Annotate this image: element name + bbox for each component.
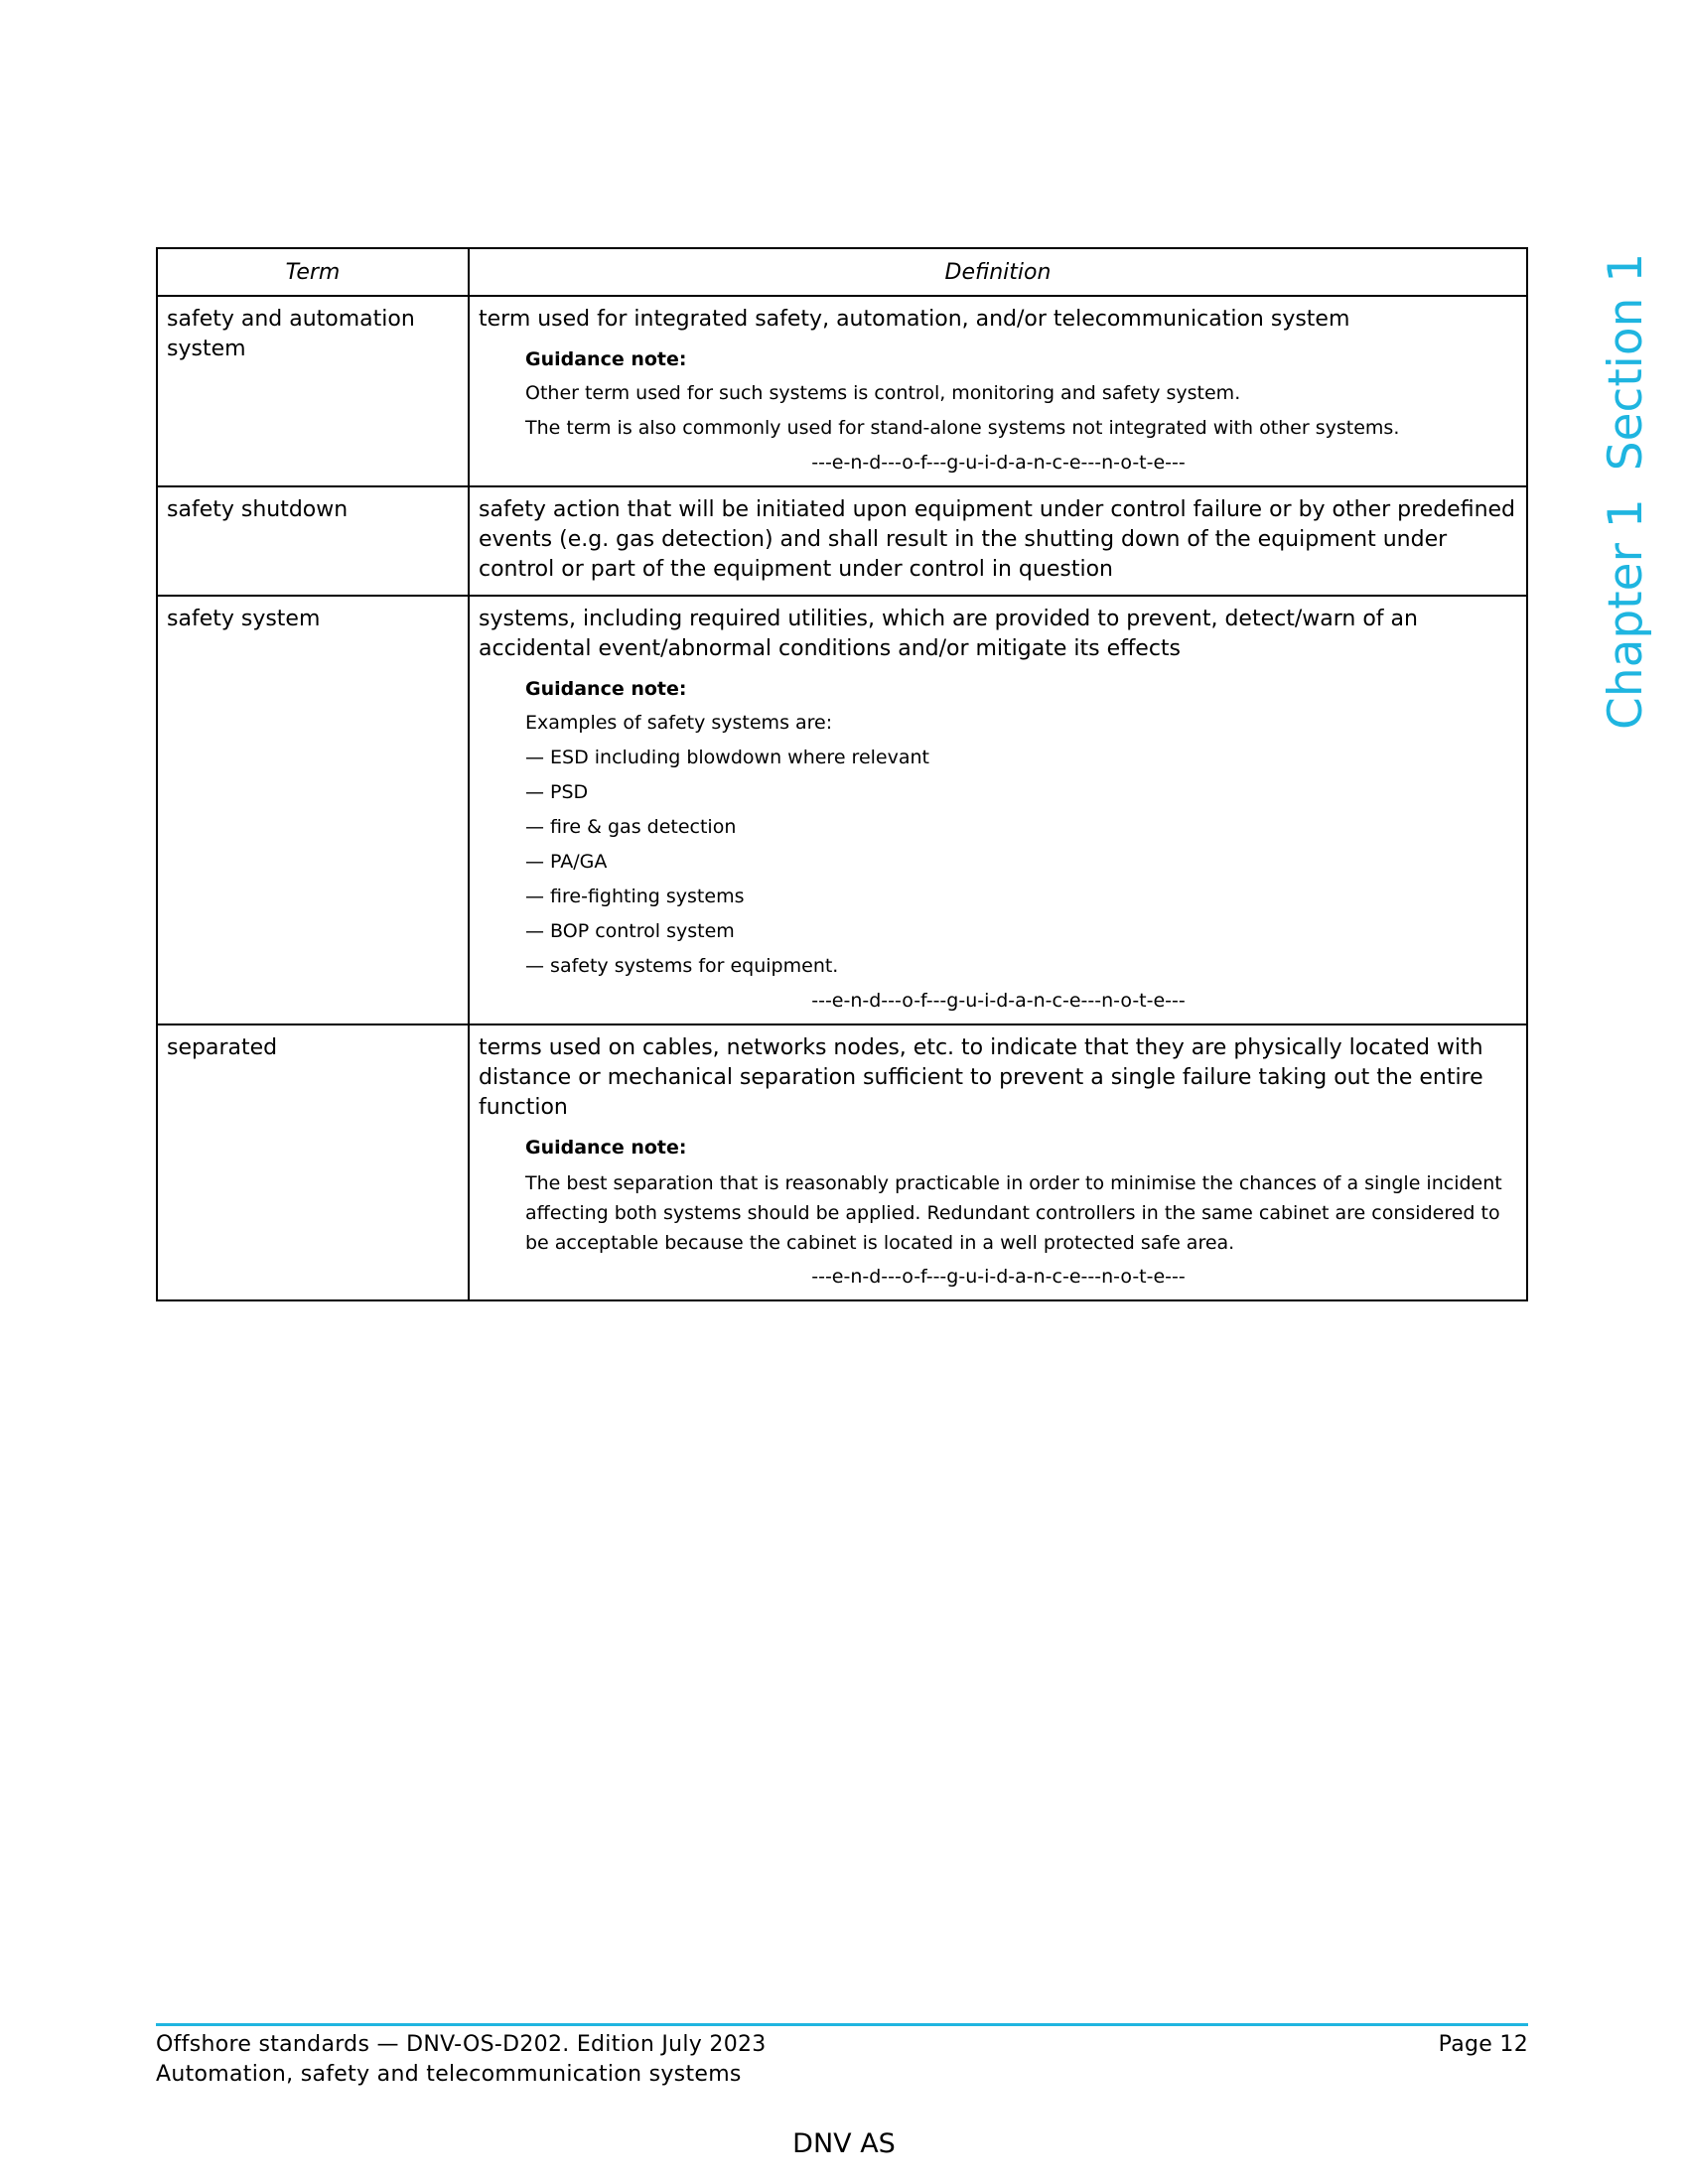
publisher-name: DNV AS [792, 2128, 896, 2159]
guidance-list-item: — safety systems for equipment. [525, 955, 839, 977]
table-row [157, 296, 1527, 486]
guidance-note-end-marker: ---e-n-d---o-f---g-u-i-d-a-n-c-e---n-o-t-e--- [811, 452, 1186, 474]
guidance-list-item: — ESD including blowdown where relevant [525, 747, 929, 768]
definition-column-header: Definition [469, 248, 1527, 296]
guidance-note-line: Examples of safety systems are: [525, 712, 833, 734]
definition-text: terms used on cables, networks nodes, etc. to indicate that they are physically located with distance or mechanical separation sufficient to prevent a single failure taking out the entire function [479, 1035, 1483, 1120]
definition-text: systems, including required utilities, which are provided to prevent, detect/warn of an accidental event/abnormal conditions and/or mitigate its effects [479, 607, 1418, 661]
definition-text: term used for integrated safety, automation, and/or telecommunication system [479, 307, 1350, 332]
definitions-table [156, 247, 1528, 1301]
guidance-note-line: The term is also commonly used for stand-alone systems not integrated with other systems. [525, 417, 1400, 439]
chapter-label: Chapter 1 [1599, 498, 1653, 730]
guidance-note-line: The best separation that is reasonably practicable in order to minimise the chances of a single incident affecting both systems should be applied. Redundant controllers in the same cabinet are considered to be acceptable because the cabinet is located in a well protected safe area. [525, 1172, 1502, 1254]
term-cell: safety shutdown [157, 486, 469, 596]
definition-cell [469, 596, 1527, 1024]
footer-document-info [156, 2030, 767, 2090]
guidance-note-end-marker: ---e-n-d---o-f---g-u-i-d-a-n-c-e---n-o-t-e--- [811, 990, 1186, 1012]
guidance-list-item: — PSD [525, 781, 589, 803]
footer-document-subtitle: Automation, safety and telecommunication systems [156, 2062, 742, 2087]
guidance-note [525, 346, 1518, 476]
footer-standard-title: Offshore standards — DNV-OS-D202. Edition July 2023 [156, 2032, 767, 2057]
term-column-header: Term [157, 248, 469, 296]
guidance-note-title: Guidance note: [525, 678, 687, 700]
page-number: Page 12 [1438, 2032, 1528, 2057]
section-label: Section 1 [1599, 252, 1653, 472]
footer-divider [156, 2023, 1528, 2026]
definition-cell [469, 486, 1527, 596]
table-header-row [157, 248, 1527, 296]
guidance-list-item: — fire-fighting systems [525, 886, 745, 907]
table-row [157, 1024, 1527, 1300]
guidance-note [525, 1135, 1518, 1290]
term-cell: separated [157, 1024, 469, 1300]
term-cell: safety system [157, 596, 469, 1024]
guidance-list-item: — PA/GA [525, 851, 608, 873]
definition-cell [469, 1024, 1527, 1300]
guidance-list-item: — BOP control system [525, 920, 735, 942]
guidance-list-item: — fire & gas detection [525, 816, 737, 838]
definition-text: safety action that will be initiated upon equipment under control failure or by other predefined events (e.g. gas detection) and shall result in the shutting down of the equipment under control or part of the equipment under control in question [479, 497, 1516, 582]
guidance-note-title: Guidance note: [525, 348, 687, 370]
definition-cell [469, 296, 1527, 486]
table-row [157, 486, 1527, 596]
term-cell: safety and automation system [157, 296, 469, 486]
guidance-note-line: Other term used for such systems is control, monitoring and safety system. [525, 382, 1241, 404]
guidance-note-end-marker: ---e-n-d---o-f---g-u-i-d-a-n-c-e---n-o-t-e--- [811, 1266, 1186, 1288]
guidance-note-title: Guidance note: [525, 1137, 687, 1159]
table-row [157, 596, 1527, 1024]
guidance-note [525, 676, 1518, 1014]
